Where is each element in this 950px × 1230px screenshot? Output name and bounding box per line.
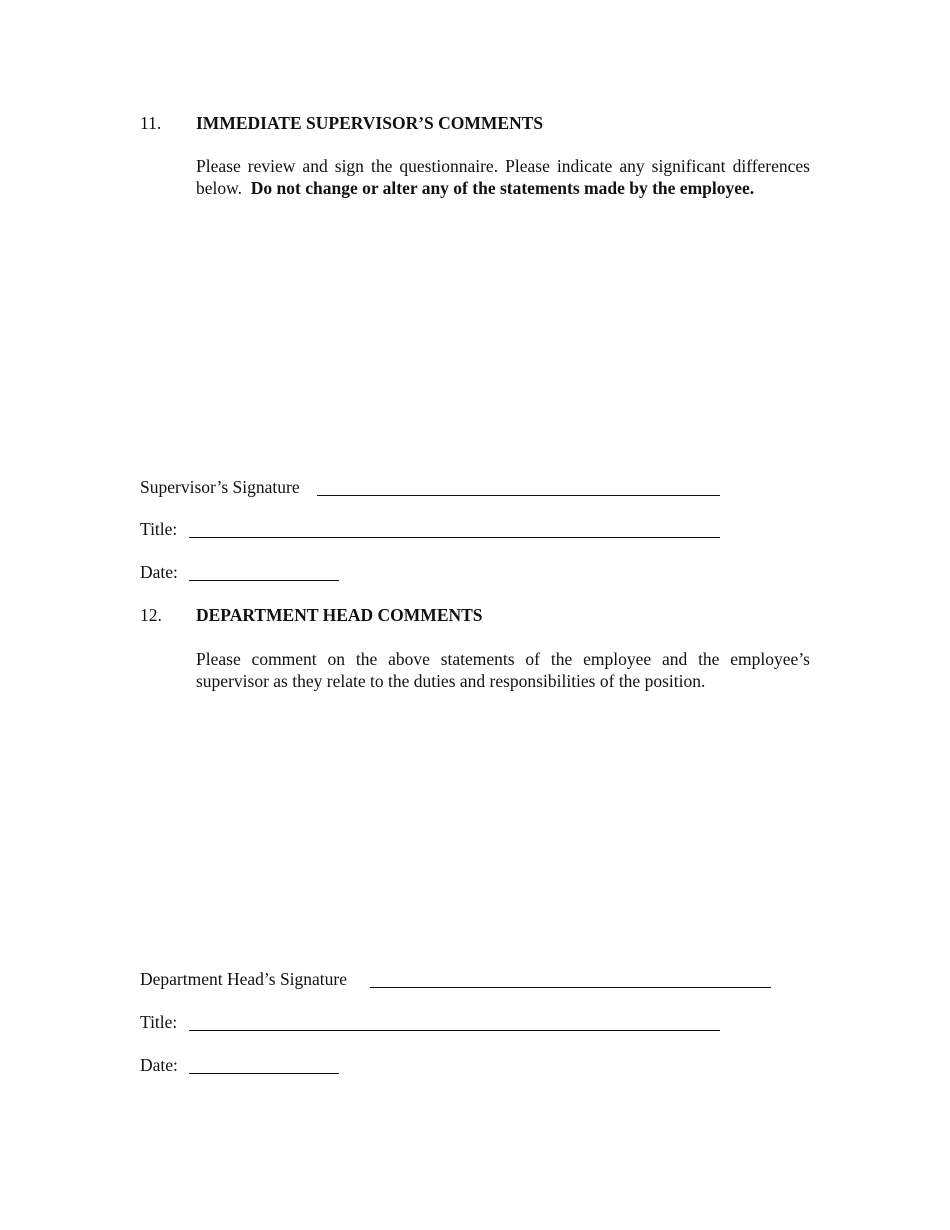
department-head-title-label: Title:: [140, 1012, 178, 1032]
supervisor-title-line[interactable]: [189, 537, 720, 538]
section-12-number: 12.: [140, 605, 162, 625]
section-11-instructions-bold: Do not change or alter any of the statements made by the employee.: [250, 178, 755, 198]
supervisor-signature-line[interactable]: [317, 495, 720, 496]
supervisor-comments-area[interactable]: [196, 225, 810, 465]
section-11-instructions-text: Please review and sign the questionnaire. Please indicate any significant differences below.: [196, 156, 810, 198]
department-head-signature-line[interactable]: [370, 987, 771, 988]
department-head-title-line[interactable]: [189, 1030, 720, 1031]
section-11-title: IMMEDIATE SUPERVISOR’S COMMENTS: [196, 113, 544, 133]
department-head-date-line[interactable]: [189, 1073, 339, 1074]
department-head-signature-label: Department Head’s Signature: [140, 969, 348, 989]
section-11-number: 11.: [140, 113, 162, 133]
department-head-date-label: Date:: [140, 1055, 178, 1075]
department-head-comments-area[interactable]: [196, 700, 810, 955]
supervisor-date-line[interactable]: [189, 580, 339, 581]
supervisor-date-label: Date:: [140, 562, 178, 582]
section-11-instructions: [196, 155, 810, 199]
section-12-instructions: Please comment on the above statements of the employee and the employee’s supervisor as they relate to the duties and responsibilities of the position.: [196, 649, 810, 691]
supervisor-signature-label: Supervisor’s Signature: [140, 477, 300, 497]
section-12-title: DEPARTMENT HEAD COMMENTS: [196, 605, 483, 625]
supervisor-title-label: Title:: [140, 519, 178, 539]
